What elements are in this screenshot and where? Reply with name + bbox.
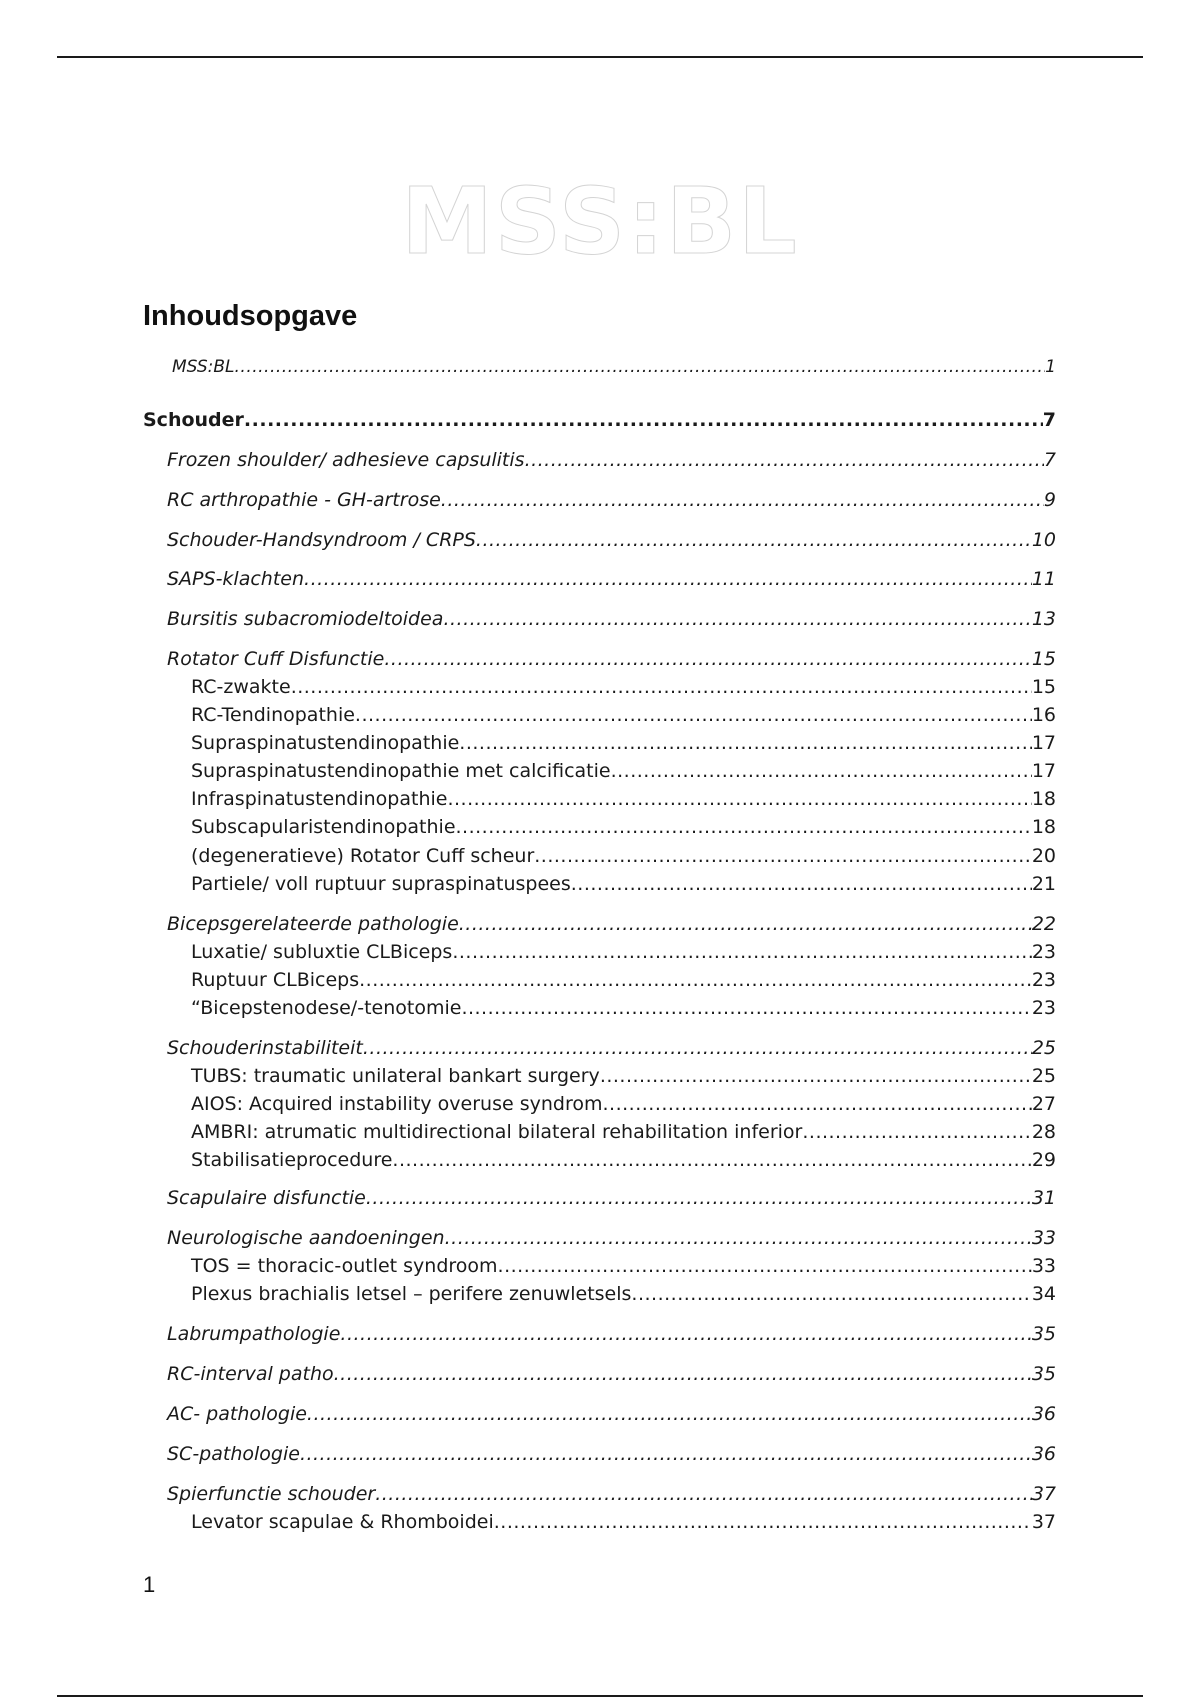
toc-leader [600, 1065, 1032, 1087]
toc-leader [441, 489, 1044, 511]
toc-entry-page: 18 [1031, 788, 1056, 810]
toc-entry-label: SC-pathologie [167, 1443, 300, 1465]
toc-entry[interactable] [191, 1255, 1056, 1277]
toc-entry-label: Schouder [143, 409, 244, 431]
toc-leader [359, 969, 1032, 991]
toc-leader [534, 845, 1032, 867]
footer-rule [57, 1695, 1143, 1697]
toc-leader [291, 676, 1032, 698]
toc-leader [476, 529, 1032, 551]
toc-entry-page: 37 [1031, 1511, 1056, 1533]
toc-entry-label: Supraspinatustendinopathie met calcificatie [191, 760, 611, 782]
toc-entry-page: 28 [1031, 1121, 1056, 1143]
toc-entry-label: MSS:BL [172, 357, 235, 377]
toc-entry[interactable] [191, 704, 1056, 726]
toc-entry[interactable] [143, 409, 1056, 431]
toc-entry-page: 35 [1031, 1363, 1056, 1385]
toc-entry[interactable] [167, 1363, 1056, 1385]
toc-entry[interactable] [191, 941, 1056, 963]
toc-entry-page: 22 [1031, 913, 1056, 935]
toc-entry-label: TUBS: traumatic unilateral bankart surgery [191, 1065, 600, 1087]
toc-leader [802, 1121, 1031, 1143]
toc-entry-label: Luxatie/ subluxtie CLBiceps [191, 941, 453, 963]
toc-entry-page: 20 [1031, 845, 1056, 867]
toc-leader [304, 568, 1032, 590]
toc-entry-page: 23 [1031, 941, 1056, 963]
toc-leader [611, 760, 1032, 782]
toc-entry-page: 13 [1031, 608, 1056, 630]
toc-entry[interactable] [191, 732, 1056, 754]
toc-entry[interactable] [191, 676, 1056, 698]
toc-entry-page: 37 [1031, 1483, 1056, 1505]
toc-entry[interactable] [167, 1227, 1056, 1249]
toc-entry-label: Stabilisatieprocedure [191, 1149, 393, 1171]
toc-entry-label: Frozen shoulder/ adhesieve capsulitis [167, 449, 525, 471]
toc-entry-label: RC-interval patho [167, 1363, 334, 1385]
toc-entry[interactable] [167, 1483, 1056, 1505]
toc-entry[interactable] [191, 1121, 1056, 1143]
toc-leader [235, 357, 1046, 377]
toc-entry-page: 9 [1043, 489, 1056, 511]
toc-entry-page: 33 [1031, 1255, 1056, 1277]
toc-entry-page: 31 [1031, 1187, 1056, 1209]
toc-entry-page: 17 [1031, 760, 1056, 782]
toc-leader [307, 1403, 1032, 1425]
toc-entry-label: Scapulaire disfunctie [167, 1187, 366, 1209]
toc-entry-label: Supraspinatustendinopathie [191, 732, 460, 754]
toc-leader [334, 1363, 1032, 1385]
toc-leader [445, 1227, 1032, 1249]
toc-entry-page: 16 [1031, 704, 1056, 726]
toc-entry[interactable] [191, 873, 1056, 895]
toc-entry-page: 18 [1031, 816, 1056, 838]
toc-leader [244, 409, 1043, 431]
toc-entry-page: 11 [1031, 568, 1056, 590]
toc-entry-page: 7 [1043, 449, 1056, 471]
toc-leader [392, 1149, 1031, 1171]
toc-entry-page: 33 [1031, 1227, 1056, 1249]
toc-leader [300, 1443, 1032, 1465]
toc-leader [494, 1511, 1032, 1533]
toc-entry-page: 23 [1031, 997, 1056, 1019]
toc-leader [355, 704, 1032, 726]
toc-leader [571, 873, 1032, 895]
toc-entry-label: AC- pathologie [167, 1403, 307, 1425]
toc-leader [459, 913, 1032, 935]
toc-entry[interactable] [167, 608, 1056, 630]
toc-entry-page: 25 [1031, 1037, 1056, 1059]
toc-entry[interactable] [191, 1093, 1056, 1115]
toc-entry[interactable] [167, 1037, 1056, 1059]
toc-entry-page: 15 [1031, 648, 1056, 670]
toc-entry[interactable] [191, 1149, 1056, 1171]
toc-entry-page: 36 [1031, 1443, 1056, 1465]
toc-entry-page: 35 [1031, 1323, 1056, 1345]
toc-entry-label: RC-zwakte [191, 676, 291, 698]
toc-entry-page: 27 [1031, 1093, 1056, 1115]
toc-leader [447, 788, 1031, 810]
toc-entry-label: Schouderinstabiliteit [167, 1037, 363, 1059]
toc-leader [631, 1283, 1031, 1305]
page-number: 1 [143, 1572, 156, 1597]
toc-entry-page: 15 [1031, 676, 1056, 698]
toc-entry[interactable] [167, 1187, 1056, 1209]
toc-entry[interactable] [167, 568, 1056, 590]
toc-leader [452, 941, 1031, 963]
toc-entry[interactable] [167, 1323, 1056, 1345]
toc-entry-label: TOS = thoracic-outlet syndroom [191, 1255, 498, 1277]
toc-leader [459, 732, 1032, 754]
toc-leader [443, 608, 1031, 630]
toc-entry-page: 7 [1042, 409, 1056, 431]
toc-entry[interactable] [167, 1403, 1056, 1425]
toc-entry[interactable] [191, 969, 1056, 991]
toc-title: Inhoudsopgave [143, 300, 358, 332]
toc-entry-label: Spierfunctie schouder [167, 1483, 376, 1505]
toc-entry[interactable] [191, 845, 1056, 867]
toc-entry-label: AMBRI: atrumatic multidirectional bilateral rehabilitation inferior [191, 1121, 803, 1143]
toc-entry[interactable] [172, 357, 1056, 377]
toc-entry-page: 10 [1031, 529, 1056, 551]
toc-entry[interactable] [191, 1065, 1056, 1087]
toc-entry-label: Labrumpathologie [167, 1323, 341, 1345]
toc-entry-label: (degeneratieve) Rotator Cuff scheur [191, 845, 535, 867]
toc-entry-label: Schouder-Handsyndroom / CRPS [167, 529, 476, 551]
toc-entry[interactable] [191, 788, 1056, 810]
toc-entry-label: Plexus brachialis letsel – perifere zenuwletsels [191, 1283, 632, 1305]
toc-leader [525, 449, 1044, 471]
toc-entry-page: 34 [1031, 1283, 1056, 1305]
toc-entry[interactable] [167, 1443, 1056, 1465]
toc-entry-label: Levator scapulae & Rhomboidei [191, 1511, 494, 1533]
toc-leader [461, 997, 1031, 1019]
toc-entry-page: 36 [1031, 1403, 1056, 1425]
toc-leader [498, 1255, 1032, 1277]
toc-leader [456, 816, 1032, 838]
toc-entry[interactable] [167, 648, 1056, 670]
toc-entry-label: Partiele/ voll ruptuur supraspinatuspees [191, 873, 571, 895]
toc-entry-label: Bursitis subacromiodeltoidea [167, 608, 444, 630]
toc-entry-label: Rotator Cuff Disfunctie [167, 648, 385, 670]
toc-entry[interactable] [191, 1511, 1056, 1533]
toc-entry-page: 1 [1045, 357, 1056, 377]
toc-entry-label: RC arthropathie - GH-artrose [167, 489, 441, 511]
toc-entry-label: AIOS: Acquired instability overuse syndrom [191, 1093, 603, 1115]
toc-entry-label: SAPS-klachten [167, 568, 305, 590]
toc-entry-page: 23 [1031, 969, 1056, 991]
toc-entry[interactable] [191, 997, 1056, 1019]
toc-entry[interactable] [167, 489, 1056, 511]
toc-entry-label: Bicepsgerelateerde pathologie [167, 913, 459, 935]
toc-entry-label: Neurologische aandoeningen [167, 1227, 445, 1249]
toc-entry-page: 29 [1031, 1149, 1056, 1171]
toc-entry-page: 21 [1031, 873, 1056, 895]
toc-entry-label: “Bicepstenodese/-tenotomie [191, 997, 462, 1019]
toc-entry[interactable] [167, 449, 1056, 471]
toc-entry-page: 17 [1031, 732, 1056, 754]
toc-entry-label: Infraspinatustendinopathie [191, 788, 448, 810]
title-watermark: MSS:BL [401, 168, 799, 275]
toc-entry[interactable] [191, 760, 1056, 782]
toc-entry[interactable] [167, 913, 1056, 935]
toc-entry[interactable] [191, 1283, 1056, 1305]
toc-entry[interactable] [191, 816, 1056, 838]
toc-entry-page: 25 [1031, 1065, 1056, 1087]
toc-leader [375, 1483, 1032, 1505]
toc-leader [363, 1037, 1032, 1059]
toc-leader [603, 1093, 1032, 1115]
toc-leader [340, 1323, 1031, 1345]
toc-entry-label: RC-Tendinopathie [191, 704, 355, 726]
toc-leader [384, 648, 1031, 670]
toc-entry-label: Subscapularistendinopathie [191, 816, 456, 838]
toc-entry[interactable] [167, 529, 1056, 551]
toc-entry-label: Ruptuur CLBiceps [191, 969, 360, 991]
toc-leader [366, 1187, 1032, 1209]
